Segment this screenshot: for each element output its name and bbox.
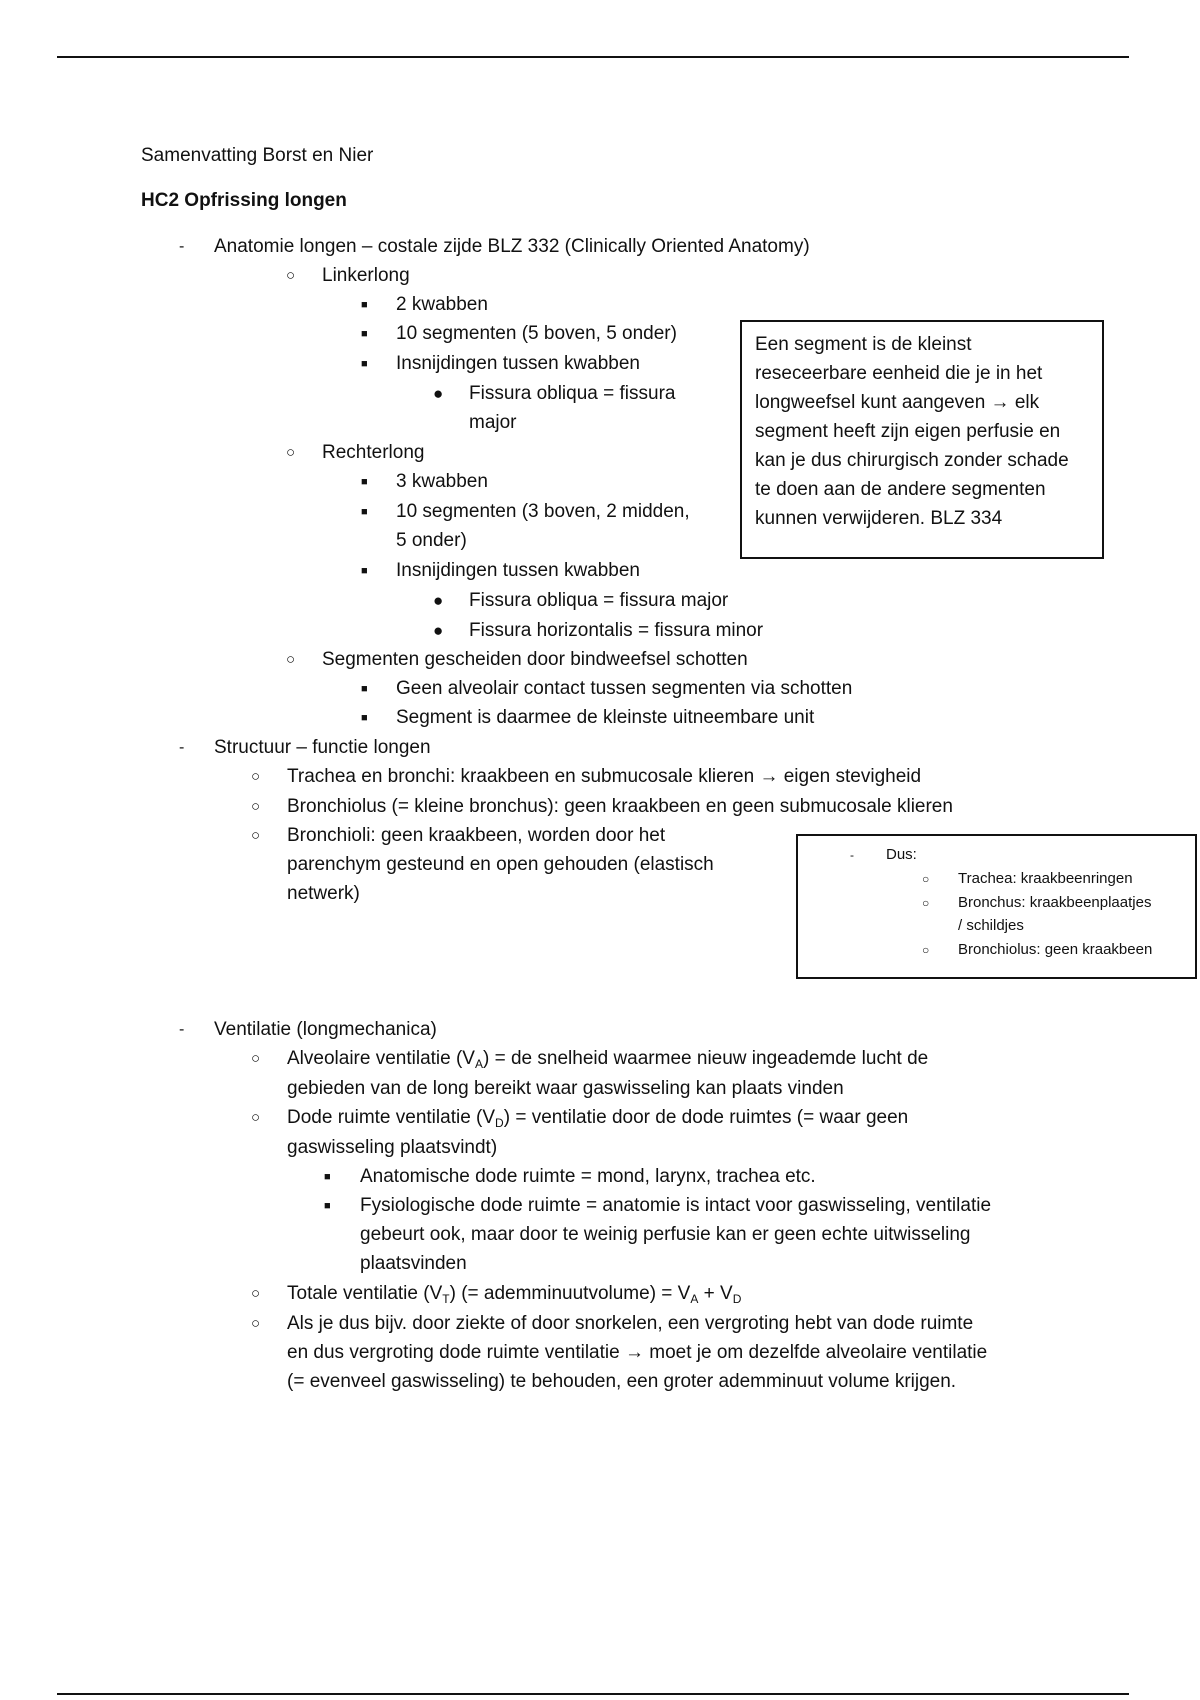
- circle-bullet: ○: [286, 651, 296, 668]
- square-bullet: ■: [361, 299, 368, 311]
- no-alveolar-contact: Geen alveolair contact tussen segmenten via schotten: [396, 678, 853, 699]
- dot-bullet: ●: [433, 384, 444, 403]
- dus-bronchiolus: Bronchiolus: geen kraakbeen: [958, 941, 1153, 958]
- left-lung-label: Linkerlong: [322, 265, 410, 286]
- physiological-dead-space-line3: plaatsvinden: [360, 1253, 467, 1274]
- bronchioli-line2: parenchym gesteund en open gehouden (elastisch: [287, 854, 714, 875]
- snoring-line3: (= evenveel gaswisseling) te behouden, een groter ademminuut volume krijgen.: [287, 1371, 957, 1392]
- circle-bullet: ○: [251, 798, 261, 815]
- square-bullet: ■: [361, 683, 368, 695]
- bronchioli-line3: netwerk): [287, 883, 360, 904]
- circle-bullet: ○: [251, 1285, 261, 1302]
- segments-separated: Segmenten gescheiden door bindweefsel schotten: [322, 649, 748, 670]
- circle-bullet: ○: [922, 896, 930, 910]
- bronchiolus-item: Bronchiolus (= kleine bronchus): geen kraakbeen en geen submucosale klieren: [287, 796, 953, 817]
- circle-bullet: ○: [286, 444, 296, 461]
- square-bullet: ■: [324, 1171, 331, 1183]
- square-bullet: ■: [324, 1200, 331, 1212]
- circle-bullet: ○: [251, 1315, 261, 1332]
- circle-bullet: ○: [251, 768, 261, 785]
- note-line: reseceerbare eenheid die je in het: [755, 363, 1043, 384]
- dash-bullet: -: [179, 1021, 185, 1038]
- segment-note-box: [740, 320, 1104, 559]
- square-bullet: ■: [361, 565, 368, 577]
- dash-bullet: -: [850, 848, 854, 862]
- circle-bullet: ○: [251, 1109, 261, 1126]
- snoring-line2: en dus vergroting dode ruimte ventilatie → moet je om dezelfde alveolaire ventilatie: [287, 1342, 988, 1363]
- circle-bullet: ○: [922, 872, 930, 886]
- bronchioli-line1: Bronchioli: geen kraakbeen, worden door het: [287, 825, 666, 846]
- dus-label: Dus:: [886, 846, 917, 863]
- square-bullet: ■: [361, 506, 368, 518]
- left-incisions: Insnijdingen tussen kwabben: [396, 353, 641, 374]
- left-fissure-line2: major: [469, 412, 517, 433]
- anatomy-label: Anatomie longen – costale zijde BLZ 332 (Clinically Oriented Anatomy): [214, 236, 810, 257]
- note-line: kunnen verwijderen. BLZ 334: [755, 508, 1003, 529]
- footer-rule: [57, 1693, 1129, 1695]
- alveolar-ventilation-line1: Alveolaire ventilatie $(V_A)$ = de snelheid waarmee nieuw ingeademde lucht de: [287, 1048, 929, 1071]
- dus-note-box: [796, 834, 1197, 979]
- dus-trachea: Trachea: kraakbeenringen: [958, 870, 1133, 887]
- dead-space-ventilation-line2: gaswisseling plaatsvindt): [287, 1137, 498, 1158]
- right-fissure-obliqua: Fissura obliqua = fissura major: [469, 590, 729, 611]
- circle-bullet: ○: [922, 943, 930, 957]
- square-bullet: ■: [361, 476, 368, 488]
- right-segments-line2: 5 onder): [396, 530, 467, 551]
- right-lung-label: Rechterlong: [322, 442, 425, 463]
- smallest-unit: Segment is daarmee de kleinste uitneembare unit: [396, 707, 815, 728]
- structure-label: Structuur – functie longen: [214, 737, 431, 758]
- anatomical-dead-space: Anatomische dode ruimte = mond, larynx, trachea etc.: [360, 1166, 816, 1187]
- square-bullet: ■: [361, 328, 368, 340]
- note-line: kan je dus chirurgisch zonder schade: [755, 450, 1069, 471]
- right-incisions: Insnijdingen tussen kwabben: [396, 560, 641, 581]
- total-ventilation: Totale ventilatie $(V_T)$ (= ademminuutvolume) = $V_A + V_D$: [287, 1283, 742, 1306]
- document-title: Samenvatting Borst en Nier: [141, 145, 374, 166]
- dead-space-ventilation-line1: Dode ruimte ventilatie $(V_D)$ = ventilatie door de dode ruimtes (= waar geen: [287, 1107, 909, 1130]
- right-lobes: 3 kwabben: [396, 471, 488, 492]
- dash-bullet: -: [179, 238, 185, 255]
- dus-bronchus-line2: / schildjes: [958, 917, 1024, 934]
- right-fissure-horizontalis: Fissura horizontalis = fissura minor: [469, 620, 764, 641]
- dash-bullet: -: [179, 739, 185, 756]
- dot-bullet: ●: [433, 591, 444, 610]
- section-heading: HC2 Opfrissing longen: [141, 190, 347, 211]
- right-segments-line1: 10 segmenten (3 boven, 2 midden,: [396, 501, 690, 522]
- dus-bronchus-line1: Bronchus: kraakbeenplaatjes: [958, 894, 1152, 911]
- left-lobes: 2 kwabben: [396, 294, 488, 315]
- square-bullet: ■: [361, 358, 368, 370]
- square-bullet: ■: [361, 712, 368, 724]
- trachea-item: Trachea en bronchi: kraakbeen en submucosale klieren → eigen stevigheid: [287, 766, 922, 787]
- note-line: Een segment is de kleinst: [755, 334, 972, 355]
- circle-bullet: ○: [286, 267, 296, 284]
- physiological-dead-space-line1: Fysiologische dode ruimte = anatomie is intact voor gaswisseling, ventilatie: [360, 1195, 992, 1216]
- note-line: longweefsel kunt aangeven → elk: [755, 392, 1040, 413]
- circle-bullet: ○: [251, 1050, 261, 1067]
- header-rule: [57, 56, 1129, 58]
- dot-bullet: ●: [433, 621, 444, 640]
- circle-bullet: ○: [251, 827, 261, 844]
- left-segments: 10 segmenten (5 boven, 5 onder): [396, 323, 677, 344]
- ventilation-label: Ventilatie (longmechanica): [214, 1019, 437, 1040]
- alveolar-ventilation-line2: gebieden van de long bereikt waar gaswisseling kan plaats vinden: [287, 1078, 844, 1099]
- physiological-dead-space-line2: gebeurt ook, maar door te weinig perfusie kan er geen echte uitwisseling: [360, 1224, 971, 1245]
- snoring-line1: Als je dus bijv. door ziekte of door snorkelen, een vergroting hebt van dode ruimte: [287, 1313, 974, 1334]
- note-line: segment heeft zijn eigen perfusie en: [755, 421, 1061, 442]
- left-fissure-line1: Fissura obliqua = fissura: [469, 383, 676, 404]
- note-line: te doen aan de andere segmenten: [755, 479, 1046, 500]
